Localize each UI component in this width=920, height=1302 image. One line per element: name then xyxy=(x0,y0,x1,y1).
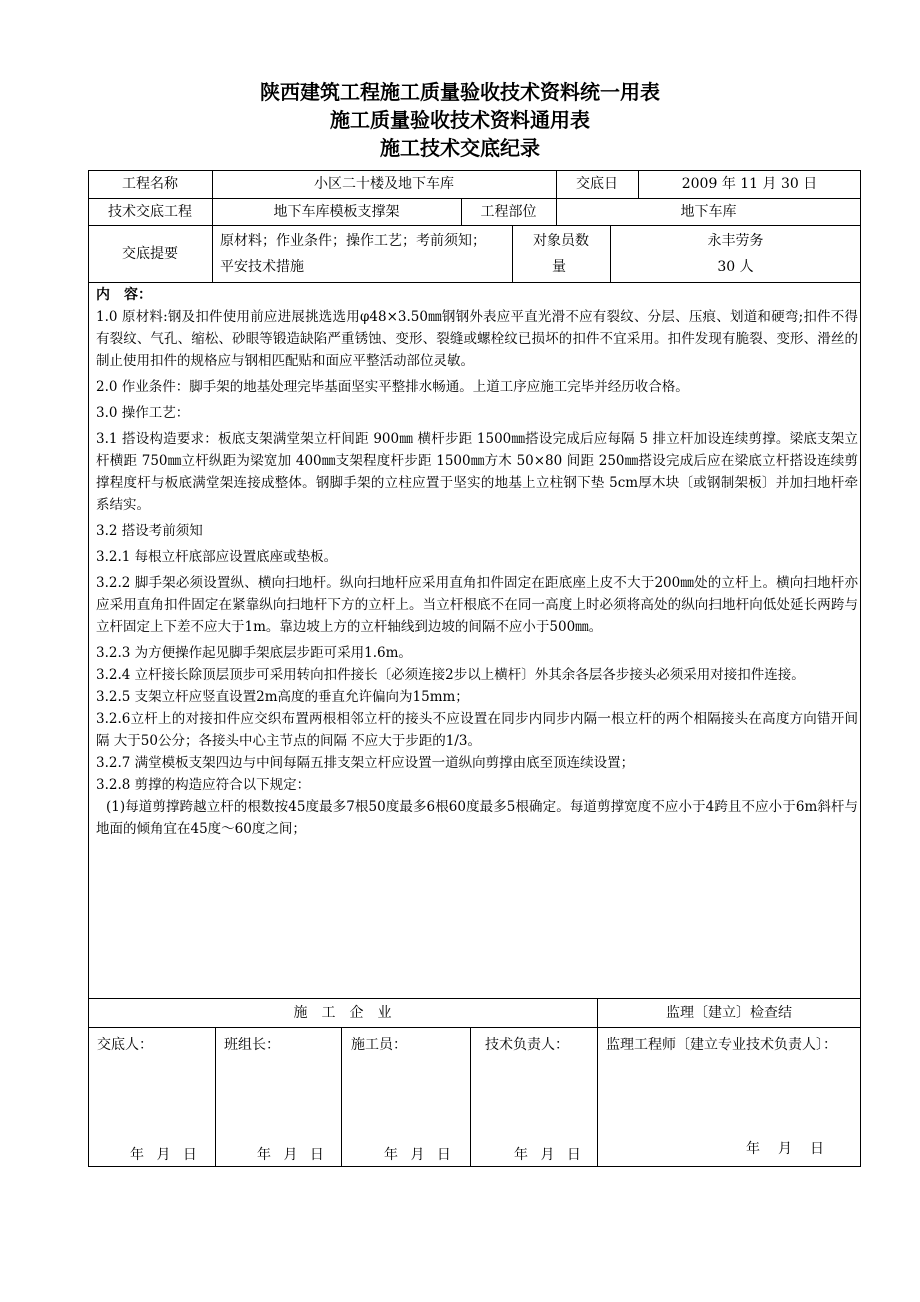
target-value xyxy=(610,225,861,282)
target-value-line-1: 永丰劳务 xyxy=(707,232,764,249)
content-paragraph: (1)每道剪撑跨越立杆的根数按45度最多7根50度最多6根60度最多5根确定。每道剪撑宽度不应小于4跨且不应小于6m斜杆与地面的倾角宜在45度～60度之间； xyxy=(96,799,858,837)
summary-value xyxy=(220,225,510,282)
date-value: 2009 年 11 月 30 日 xyxy=(681,176,818,192)
date-label: 交底日 xyxy=(576,176,618,192)
team-leader-date: 年 月 日 xyxy=(257,1147,328,1163)
tech-lead-label: 技术负责人： xyxy=(485,1037,569,1053)
tech-project-value: 地下车库模板支撑架 xyxy=(273,203,400,220)
summary-label: 交底提要 xyxy=(122,245,178,262)
content-paragraph: 3.2.4 立杆接长除顶层顶步可采用转向扣件接长〔必须连接2步以上横杆〕外其余各层各步接头必须采用对接扣件连接。 xyxy=(96,667,805,683)
target-label-line-2: 量 xyxy=(552,258,566,275)
row-divider xyxy=(88,1027,861,1028)
col-divider xyxy=(215,1027,216,1167)
content-paragraph: 3.2.5 支架立杆应竖直设置2m高度的垂直允许偏向为15mm； xyxy=(96,689,469,705)
col-divider xyxy=(341,1027,342,1167)
row-divider xyxy=(88,282,861,283)
col-divider xyxy=(470,1027,471,1167)
supervision-label: 监理〔建立〕检查结 xyxy=(666,1004,792,1021)
project-name-value: 小区二十楼及地下车库 xyxy=(314,176,454,192)
content-paragraph: 3.2.3 为方便操作起见脚手架底层步距可采用1.6m。 xyxy=(96,645,412,661)
title-line-1: 陕西建筑工程施工质量验收技术资料统一用表 xyxy=(260,80,660,104)
content-paragraph: 3.2.2 脚手架必须设置纵、横向扫地杆。纵向扫地杆应采用直角扣件固定在距底座上皮不大于200㎜处的立杆上。横向扫地杆亦应采用直角扣件固定在紧靠纵向扫地杆下方的立杆上。当立杆根底不在同一高度上时必须将高处的纵向扫地杆向低处延长两跨与立杆固定上下差不应大于1m。靠边坡上方的立杆轴线到边坡的间隔不应小于500㎜。 xyxy=(96,575,858,635)
team-leader-label: 班组长： xyxy=(224,1037,280,1053)
tech-project-label: 技术交底工程 xyxy=(108,203,192,220)
target-value-line-2: 30 人 xyxy=(717,258,754,275)
summary-value-line-2: 平安技术措施 xyxy=(220,258,304,275)
content-paragraph: 3.2.8 剪撑的构造应符合以下规定： xyxy=(96,777,311,793)
construction-company-label: 施 工 企 业 xyxy=(293,1004,392,1021)
builder-label: 施工员： xyxy=(351,1037,407,1053)
discloser-label: 交底人： xyxy=(97,1037,153,1053)
content-paragraph: 3.2.7 满堂模板支架四边与中间每隔五排支架立杆应设置一道纵向剪撑由底至顶连续设置； xyxy=(96,755,635,771)
supervisor-label: 监理工程师〔建立专业技术负责人〕： xyxy=(606,1037,837,1053)
location-label: 工程部位 xyxy=(480,203,537,220)
content-paragraph: 3.2 搭设考前须知 xyxy=(96,523,203,539)
content-heading: 内 容： xyxy=(96,287,152,303)
content-paragraph: 2.0 作业条件：脚手架的地基处理完毕基面坚实平整排水畅通。上道工序应施工完毕并经历收合格。 xyxy=(96,379,689,395)
target-label-line-1: 对象员数 xyxy=(533,232,589,249)
summary-value-line-1: 原材料；作业条件；操作工艺；考前须知； xyxy=(220,232,486,249)
project-name-label: 工程名称 xyxy=(122,176,178,192)
discloser-date: 年 月 日 xyxy=(130,1147,201,1163)
document-titles xyxy=(0,78,920,162)
title-line-2: 施工质量验收技术资料通用表 xyxy=(330,108,590,132)
title-line-3: 施工技术交底纪录 xyxy=(380,136,540,160)
content-paragraph: 1.0 原材料:钢及扣件使用前应进展挑选选用φ48×3.50㎜钢钢外表应平直光滑不应有裂纹、分层、压痕、划道和硬弯;扣件不得有裂纹、气孔、缩松、砂眼等锻造缺陷严重锈蚀、变形、裂缝或螺栓纹已损坏的扣件不宜采用。扣件发现有脆裂、变形、滑丝的制止使用扣件的规格应与钢相匹配贴和面应平整活动部位灵敏。 xyxy=(96,309,858,369)
builder-date: 年 月 日 xyxy=(384,1147,455,1163)
content-paragraph: 3.2.1 每根立杆底部应设置底座或垫板。 xyxy=(96,549,338,565)
content-paragraph: 3.1 搭设构造要求：板底支架满堂架立杆间距 900㎜ 横杆步距 1500㎜搭设完成后应每隔 5 排立杆加设连续剪撑。梁底支架立杆横距 750㎜立杆纵距为梁宽加 400㎜支架程度杆步距 1500㎜方木 50×80 间距 250㎜搭设完成后应在梁底立杆搭设连续剪撑程度杆与板底满堂架连接成整体。钢脚手架的立柱应置于坚实的地基上立柱钢下垫 5cm厚木块〔或钢制架板〕并加扫地杆牵系结实。 xyxy=(96,431,858,513)
content-paragraph: 3.2.6立杆上的对接扣件应交织布置两根相邻立杆的接头不应设置在同步内同步内隔一根立杆的两个相隔接头在高度方向错开间隔 大于50公分；各接头中心主节点的间隔 不应大于步距的1/3。 xyxy=(96,711,858,749)
content-section xyxy=(96,284,858,840)
supervisor-date: 年 月 日 xyxy=(746,1141,826,1157)
target-label xyxy=(512,225,610,282)
location-value: 地下车库 xyxy=(680,203,737,220)
content-paragraph: 3.0 操作工艺： xyxy=(96,405,190,421)
tech-lead-date: 年 月 日 xyxy=(514,1147,585,1163)
